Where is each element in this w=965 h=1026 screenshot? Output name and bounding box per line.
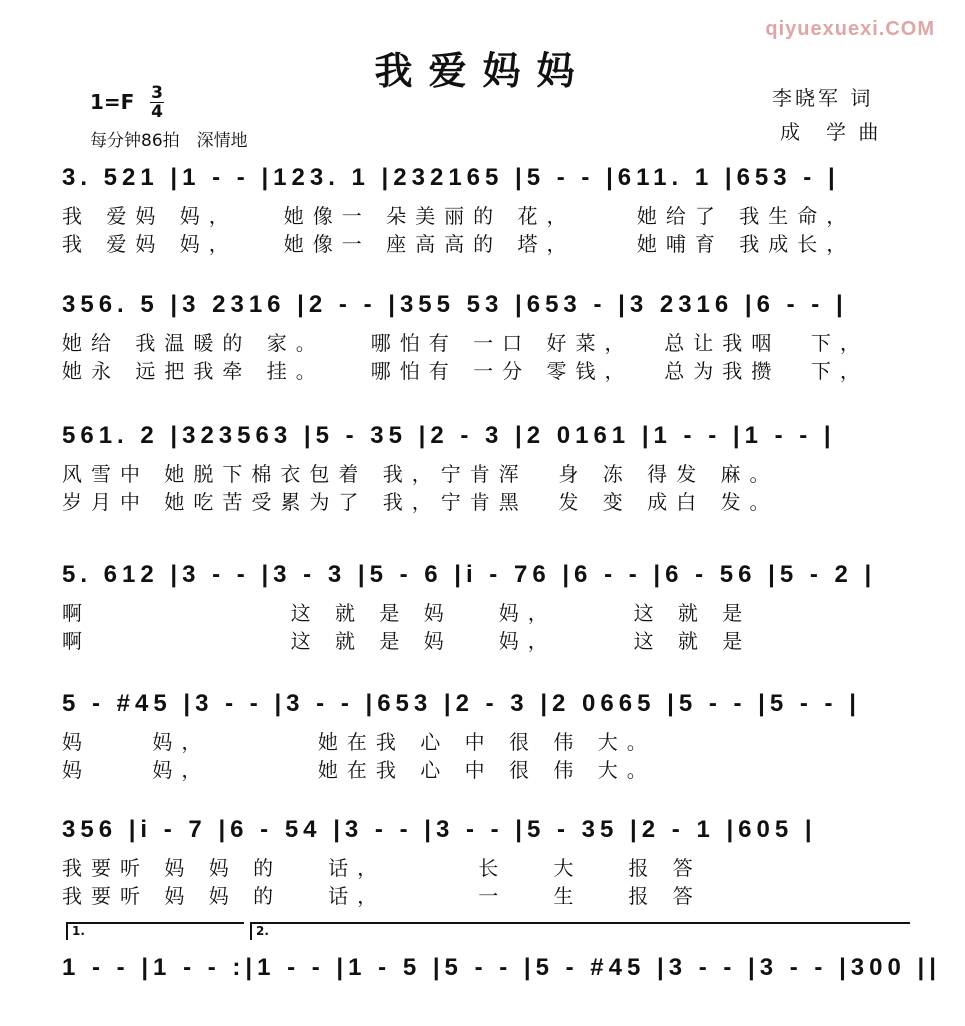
time-denominator: 4: [151, 102, 163, 122]
lyrics-verse-2: 啊 这 就 是 妈 妈， 这 就 是: [62, 629, 752, 653]
notation-line: 5. 612 |3 - - |3 - 3 |5 - 6 |i - 76 |6 - - |6 - 56 |5 - 2 |: [62, 561, 877, 588]
lyrics-verse-1: 妈 妈， 她在我 心 中 很 伟 大。: [62, 730, 656, 754]
lyrics-verse-1: 她给 我温暖的 家。 哪怕有 一口 好菜， 总让我咽 下，: [62, 331, 869, 355]
first-ending-bracket: [66, 922, 244, 940]
watermark: qiyuexuexi.COM: [765, 18, 935, 40]
score-system-1: [0, 160, 965, 290]
time-numerator: 3: [151, 83, 163, 103]
second-ending-label: 2.: [256, 924, 269, 938]
notation-line: 561. 2 |323563 |5 - 35 |2 - 3 |2 0161 |1 - - |1 - - |: [62, 422, 836, 449]
notation-line: 5 - #45 |3 - - |3 - - |653 |2 - 3 |2 0665 |5 - - |5 - - |: [62, 690, 861, 717]
song-title: 我爱妈妈: [374, 48, 591, 93]
notation-line: 1 - - |1 - - :|1 - - |1 - 5 |5 - - |5 - #45 |3 - - |3 - - |300 ||: [62, 954, 941, 981]
notation-line: 356 |i - 7 |6 - 54 |3 - - |3 - - |5 - 35 |2 - 1 |605 |: [62, 816, 817, 843]
score-system-5: [0, 686, 965, 816]
lyrics-verse-2: 岁月中 她吃苦受累为了 我，宁肯黑 发 变 成白 发。: [62, 490, 779, 514]
lyrics-verse-1: 我要听 妈 妈 的 话， 长 大 报 答: [62, 856, 702, 880]
tempo-marking: 每分钟86拍 深情地: [90, 131, 248, 151]
lyrics-verse-1: 我 爱妈 妈， 她像一 朵美丽的 花， 她给了 我生命，: [62, 204, 856, 228]
composer-credit: 成 学 曲: [780, 120, 882, 144]
first-ending-label: 1.: [72, 924, 85, 938]
lyrics-verse-1: 啊 这 就 是 妈 妈， 这 就 是: [62, 601, 752, 625]
score-system-2: [0, 287, 965, 417]
key-signature: 1=F: [90, 90, 135, 114]
lyrics-verse-2: 我 爱妈 妈， 她像一 座高高的 塔， 她哺育 我成长，: [62, 232, 856, 256]
lyrics-verse-2: 我要听 妈 妈 的 话， 一 生 报 答: [62, 884, 702, 908]
lyrics-verse-2: 她永 远把我牵 挂。 哪怕有 一分 零钱， 总为我攒 下，: [62, 359, 869, 383]
notation-line: 356. 5 |3 2316 |2 - - |355 53 |653 - |3 2316 |6 - - |: [62, 291, 848, 318]
score-system-4: [0, 557, 965, 687]
time-signature: [150, 84, 164, 121]
score-system-3: [0, 418, 965, 548]
lyrics-verse-1: 风雪中 她脱下棉衣包着 我，宁肯浑 身 冻 得发 麻。: [62, 462, 779, 486]
lyricist-credit: 李晓军 词: [772, 86, 874, 110]
score-system-7: [0, 950, 965, 1010]
notation-line: 3. 521 |1 - - |123. 1 |232165 |5 - - |611. 1 |653 - |: [62, 164, 840, 191]
lyrics-verse-2: 妈 妈， 她在我 心 中 很 伟 大。: [62, 758, 656, 782]
second-ending-bracket: [250, 922, 910, 940]
